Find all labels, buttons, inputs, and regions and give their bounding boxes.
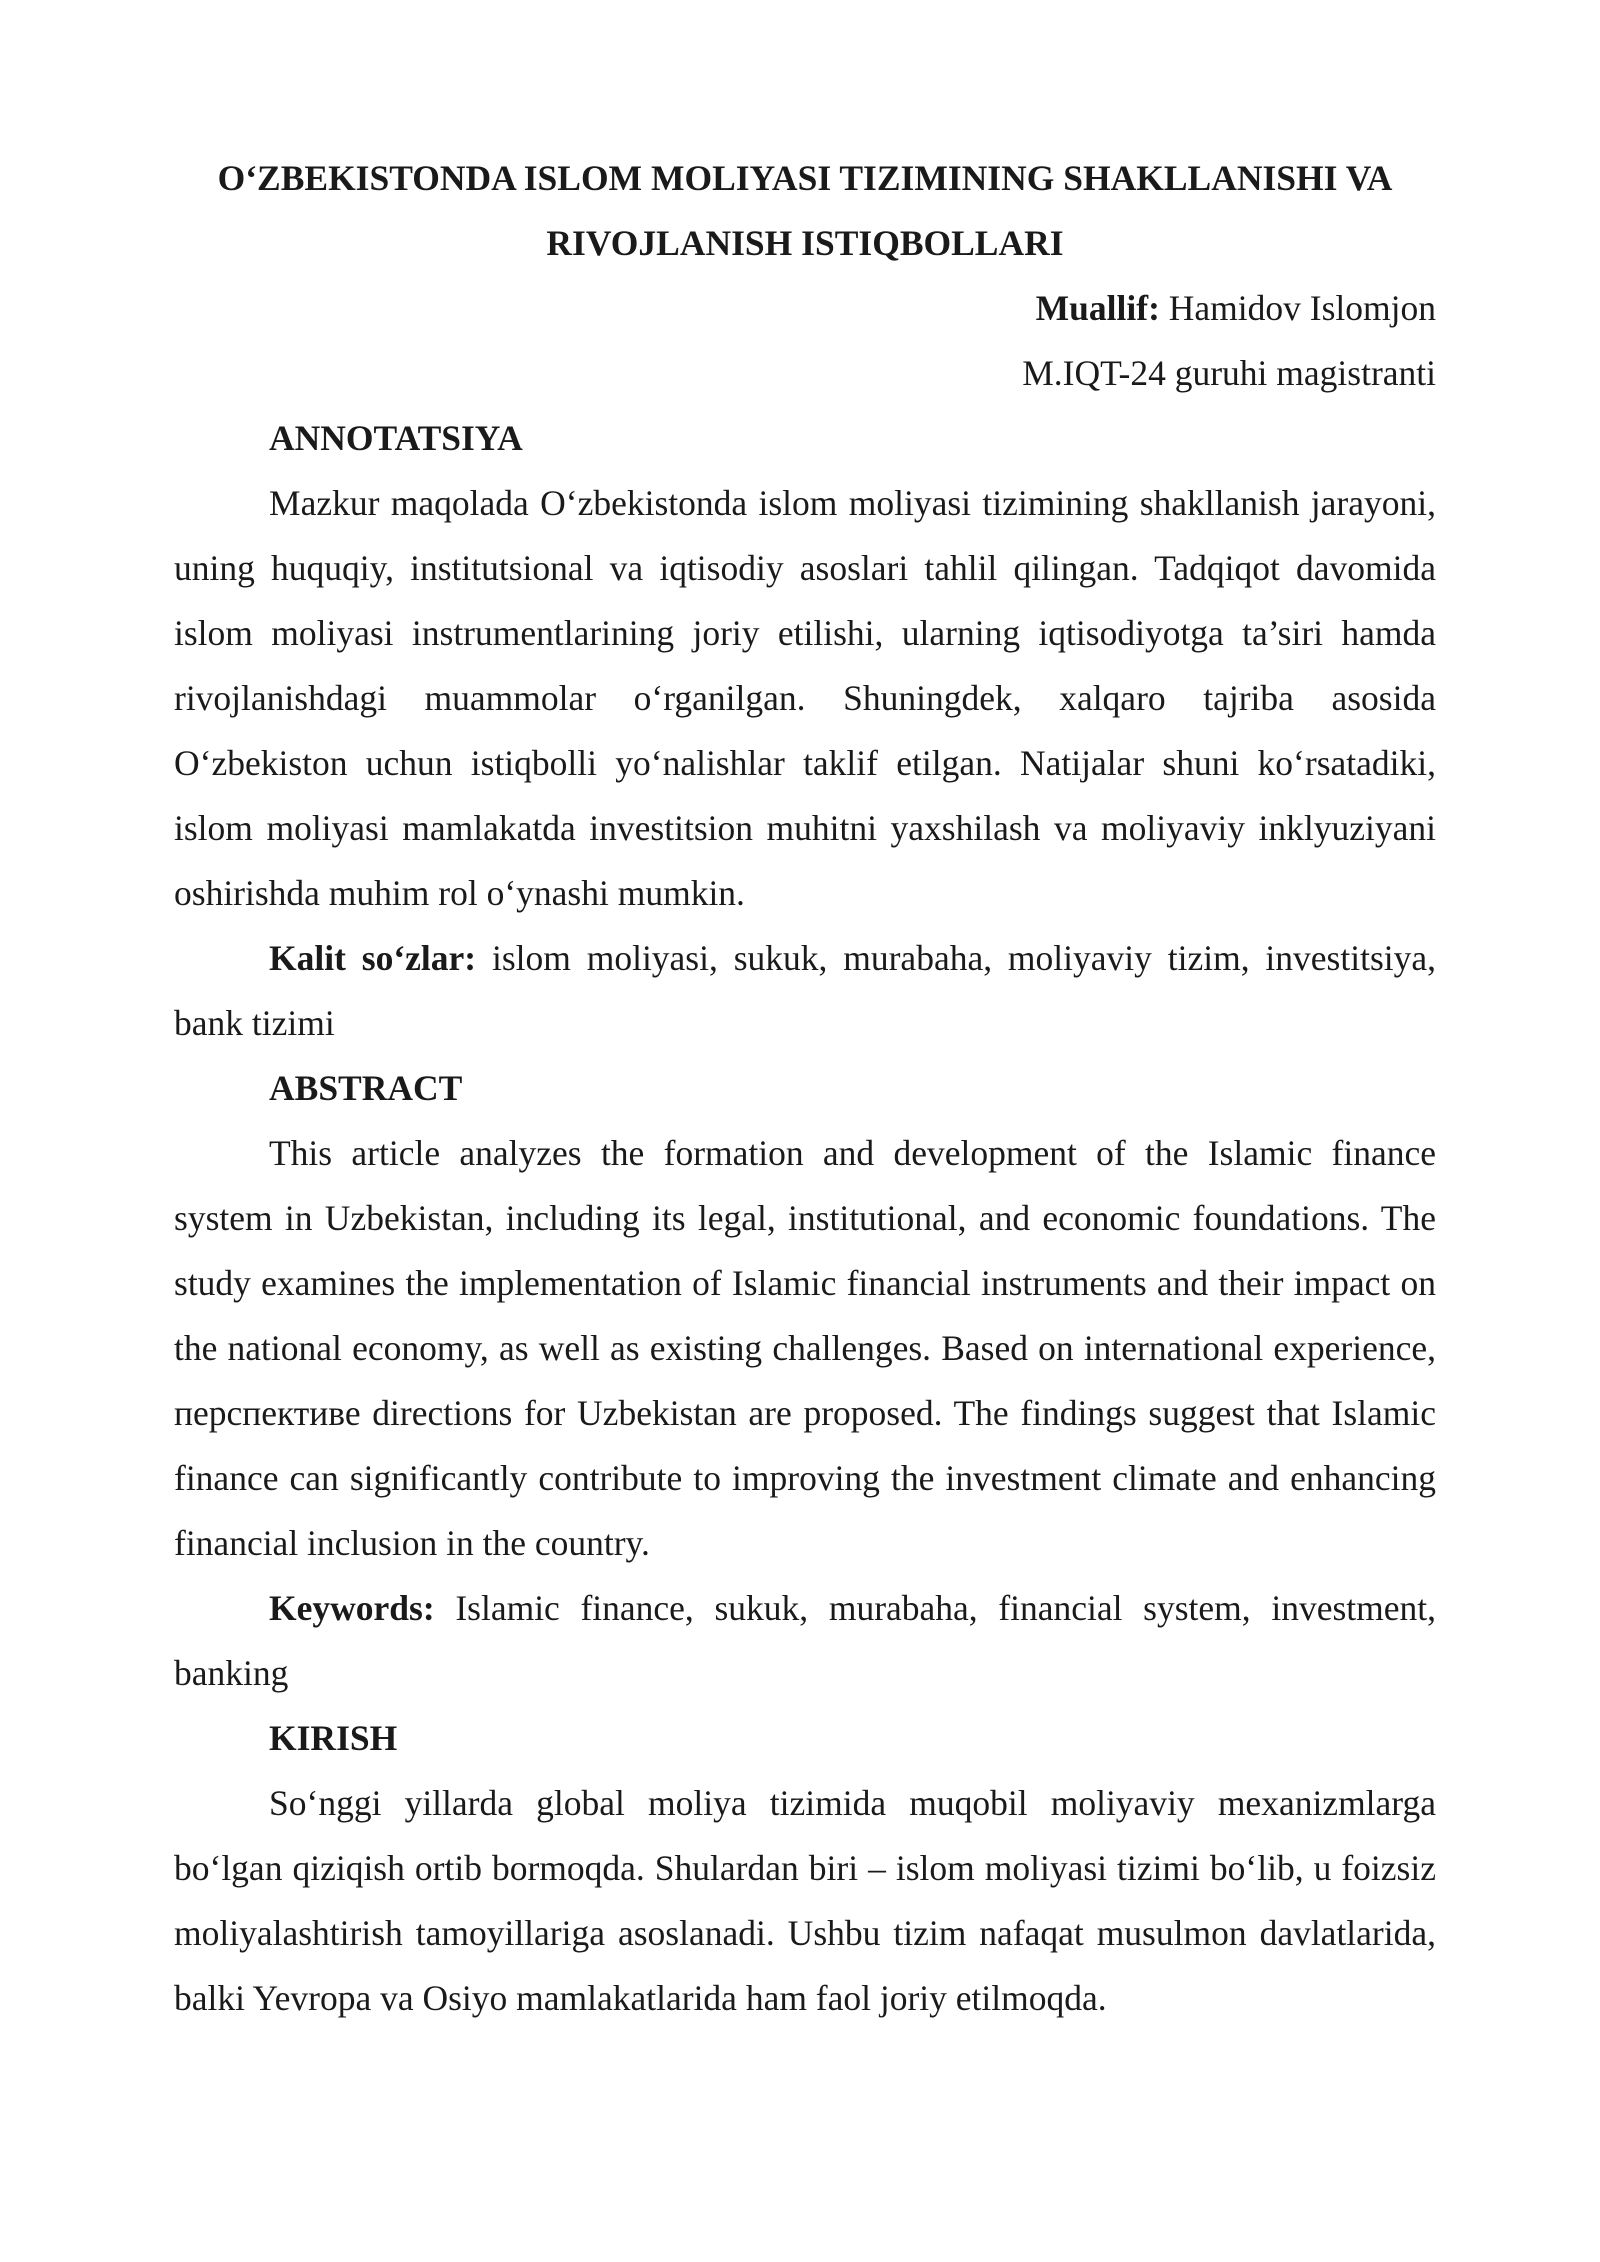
article-title-line-2: RIVOJLANISH ISTIQBOLLARI <box>546 223 1064 263</box>
introduction-text: So‘nggi yillarda global moliya tizimida muqobil moliyaviy mexanizmlarga bo‘lgan qiziqish ortib bormoqda. Shulardan biri – islom moliyasi tizimi bo‘lib, u foizsiz moliyalashtirish tamoyillariga asoslanadi. Ushbu tizim nafaqat musulmon davlatlarida, balki Yevropa va Osiyo mamlakatlarida ham faol joriy etilmoqda. <box>174 1783 1436 2018</box>
abstract-keywords-label: Keywords: <box>269 1588 435 1628</box>
abstract-text: This article analyzes the formation and development of the Islamic finance system in Uzbekistan, including its legal, institutional, and economic foundations. The study examines the implementation of Islamic financial instruments and their impact on the national economy, as well as existing challenges. Based on international experience, перспективе directions for Uzbekistan are proposed. The findings suggest that Islamic finance can significantly contribute to improving the investment climate and enhancing financial inclusion in the country. <box>174 1133 1436 1563</box>
abstract-keywords-list: Islamic finance, sukuk, murabaha, financial system, investment, banking <box>174 1588 1436 1693</box>
article-title-line-1: O‘ZBEKISTONDA ISLOM MOLIYASI TIZIMINING SHAKLLANISHI VA <box>217 158 1393 198</box>
annotation-keywords-list: islom moliyasi, sukuk, murabaha, moliyaviy tizim, investitsiya, bank tizimi <box>174 938 1437 1043</box>
author-name: Hamidov Islomjon <box>1168 288 1436 328</box>
annotation-keywords <box>174 926 1436 1056</box>
abstract-heading: ABSTRACT <box>269 1068 463 1108</box>
annotation-keywords-label: Kalit so‘zlar: <box>269 938 477 978</box>
author-affiliation: M.IQT-24 guruhi magistranti <box>1022 353 1436 393</box>
article-body <box>174 146 1436 2031</box>
introduction-heading: KIRISH <box>269 1718 398 1758</box>
abstract-keywords <box>174 1576 1436 1706</box>
author-label: Muallif: <box>1035 288 1160 328</box>
author-line <box>174 276 1436 341</box>
annotation-heading: ANNOTATSIYA <box>269 418 523 458</box>
annotation-text: Mazkur maqolada O‘zbekistonda islom moliyasi tizimining shakllanish jarayoni, uning huquqiy, institutsional va iqtisodiy asoslari tahlil qilingan. Tadqiqot davomida islom moliyasi instrumentlarining joriy etilishi, ularning iqtisodiyotga ta’siri hamda rivojlanishdagi muammolar o‘rganilgan. Shuningdek, xalqaro tajriba asosida O‘zbekiston uchun istiqbolli yo‘nalishlar taklif etilgan. Natijalar shuni ko‘rsatadiki, islom moliyasi mamlakatda investitsion muhitni yaxshilash va moliyaviy inklyuziyani oshirishda muhim rol o‘ynashi mumkin. <box>174 483 1436 913</box>
